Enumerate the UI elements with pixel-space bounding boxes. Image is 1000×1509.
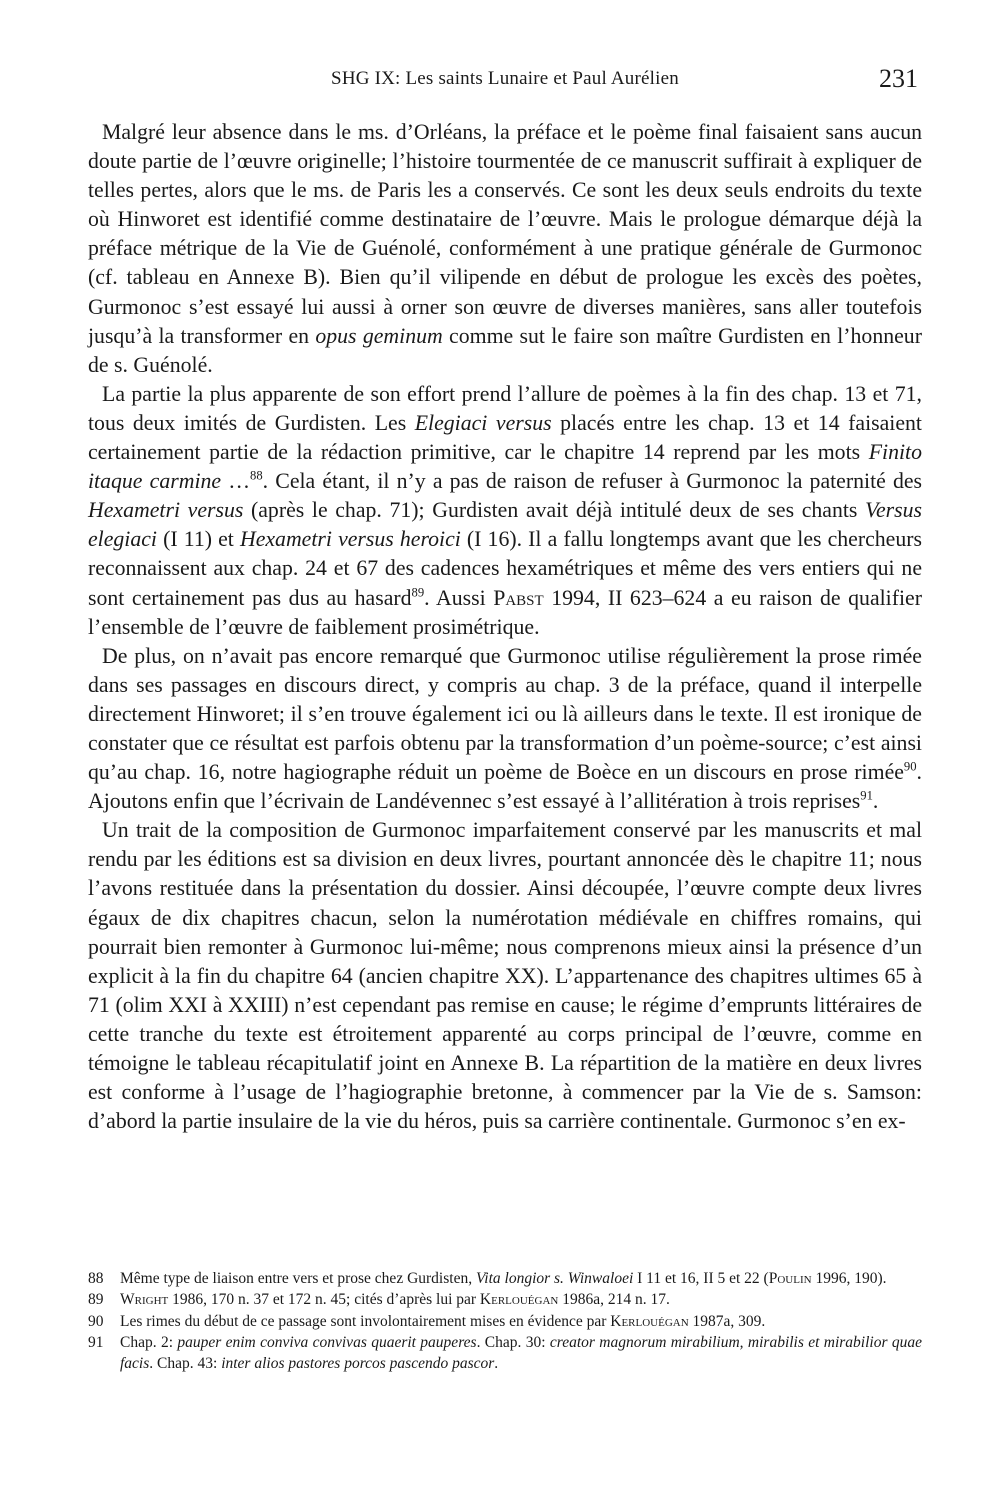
footnote-reference: 88 bbox=[250, 468, 263, 483]
text-run: 1986, 170 n. 37 et 172 n. 45; cités d’après lui par bbox=[168, 1291, 480, 1309]
footnote bbox=[88, 1332, 922, 1375]
footnote-number: 90 bbox=[88, 1312, 104, 1330]
footnote-reference: 89 bbox=[411, 585, 425, 600]
text-run: . Cela étant, il n’y a pas de raison de refuser à Gurmonoc la paternité des bbox=[262, 469, 923, 494]
italic-text: Hexametri versus heroici bbox=[239, 527, 461, 552]
paragraph bbox=[88, 642, 922, 817]
text-run: 1996, 190). bbox=[811, 1270, 887, 1287]
footnote-reference: 91 bbox=[860, 788, 873, 803]
text-run: 1986a, 214 n. 17. bbox=[558, 1291, 670, 1309]
text-run: Même type de liaison entre vers et prose chez Gurdisten, bbox=[120, 1270, 476, 1287]
text-run: De plus, on n’avait pas encore remarqué que Gurmonoc utilise régulièrement la prose rimée dans ses passages en discours direct, y compris au chap. 3 de la préface, quand il interpelle directement Hinworet; il s’en trouve également ici ou là ailleurs dans le texte. Il est ironique de constater que ce résultat est parfois obtenu par la transformation d’un poème-source; c’est ainsi qu’au chap. 16, notre hagiographe réduit un poème de Boèce en un discours en prose rimée bbox=[88, 643, 922, 785]
footnote bbox=[88, 1311, 922, 1332]
text-run: Chap. 2: bbox=[120, 1333, 178, 1351]
italic-text: Elegiaci versus bbox=[414, 410, 552, 435]
body-text bbox=[88, 118, 922, 1136]
text-run: (I 16). Il a fallu longtemps avant que les chercheurs reconnaissent aux chap. 24 et 67 des cadences hexamétriques et même des vers entiers qui ne sont certainement pas dus au hasard bbox=[88, 527, 922, 610]
italic-text: Finito itaque carmine bbox=[88, 440, 922, 494]
italic-text: creator magnorum mirabilium, mirabilis et mirabilior quae facis bbox=[120, 1333, 922, 1373]
footnote bbox=[88, 1268, 922, 1289]
italic-text: inter alios pastores porcos pascendo pascor bbox=[221, 1355, 495, 1373]
text-run: I 11 et 16, II 5 et 22 ( bbox=[633, 1270, 769, 1287]
footnote-text bbox=[120, 1334, 922, 1372]
italic-text: opus geminum bbox=[315, 323, 443, 348]
running-header bbox=[88, 64, 922, 100]
footnote bbox=[88, 1289, 922, 1310]
text-run: Les rimes du début de ce passage sont involontairement mises en évidence par bbox=[120, 1312, 611, 1330]
paragraph bbox=[88, 816, 922, 1136]
text-run: 1994, II 623–624 a eu raison de qualifier l’ensemble de l’œuvre de faiblement prosimétrique. bbox=[88, 585, 922, 639]
footnote-reference: 90 bbox=[903, 759, 917, 774]
footnote-text bbox=[120, 1270, 886, 1287]
paragraph bbox=[88, 118, 922, 380]
footnote-text bbox=[120, 1313, 765, 1330]
text-run: (I 11) et bbox=[157, 527, 240, 552]
text-run: (après le chap. 71); Gurdisten avait déjà intitulé deux de ses chants bbox=[243, 498, 866, 523]
text-run: . Aussi bbox=[424, 585, 494, 610]
italic-text: Vita longior s. Winwaloei bbox=[475, 1270, 634, 1287]
italic-text: Versus elegiaci bbox=[88, 498, 922, 552]
text-run: comme sut le faire son maître Gurdisten en l’honneur de s. Guénolé. bbox=[88, 323, 922, 377]
text-run: . Chap. 43: bbox=[149, 1355, 222, 1373]
author-name: Poulin bbox=[768, 1270, 812, 1287]
text-run: . bbox=[494, 1355, 499, 1373]
footnote-number: 89 bbox=[88, 1291, 104, 1309]
text-run: . Chap. 30: bbox=[476, 1333, 550, 1351]
text-run: placés entre les chap. 13 et 14 faisaient certainement partie de la rédaction primitive, car le chapitre 14 reprend par les mots bbox=[88, 410, 922, 465]
text-run: . bbox=[872, 789, 879, 814]
author-name: Kerlouégan bbox=[610, 1312, 689, 1330]
footnotes bbox=[88, 1268, 922, 1374]
text-run: Un trait de la composition de Gurmonoc imparfaitement conservé par les manuscrits et mal rendu par les éditions est sa division en deux livres, pourtant annoncée dès le chapitre 11; nous l’avons restituée dans la présentation du dossier. Ainsi découpée, l’œuvre compte deux livres égaux de dix chapitres chacun, selon la numérotation médiévale en chiffres romains, qui pourrait bien remonter à Gurmonoc lui-même; nous comprenons mieux ainsi la présence d’un explicit à la fin du chapitre 64 (ancien chapitre XX). L’appartenance des chapitres ultimes 65 à 71 (olim XXI à XXIII) n’est cependant pas remise en cause; le régime d’emprunts littéraires de cette tranche du texte est étroitement apparenté au corps principal de l’œuvre, comme en témoigne le tableau récapitulatif joint en Annexe B. La répartition de la matière en deux livres est conforme à l’usage de l’hagiographie bretonne, à commencer par la Vie de s. Samson: d’abord la partie insulaire de la vie du héros, puis sa carrière continentale. Gurmonoc s’en ex- bbox=[88, 818, 922, 1134]
text-run: La partie la plus apparente de son effort prend l’allure de poèmes à la fin des chap. 13 et 71, tous deux imités de Gurdisten. Les bbox=[88, 381, 922, 435]
footnote-number: 91 bbox=[88, 1333, 104, 1351]
running-title: SHG IX: Les saints Lunaire et Paul Aurélien bbox=[331, 68, 679, 89]
text-run: Malgré leur absence dans le ms. d’Orléans, la préface et le poème final faisaient sans aucun doute partie de l’œuvre originelle; l’histoire tourmentée de ce manuscrit suffirait à expliquer de telles pertes, alors que le ms. de Paris les a conservés. Ce sont les deux seuls endroits du texte où Hinworet est identifié comme destinataire de l’œuvre. Mais le prologue démarque déjà la préface métrique de la Vie de Guénolé, conformément à une pratique générale de Gurmonoc (cf. tableau en Annexe B). Bien qu’il vilipende en début de prologue les excès des poètes, Gurmonoc s’est essayé lui aussi à orner son œuvre de diverses manières, sans aller toutefois jusqu’à la transformer en bbox=[88, 120, 922, 348]
footnote-number: 88 bbox=[88, 1270, 104, 1287]
author-name: Kerlouégan bbox=[479, 1291, 559, 1309]
text-run: . Ajoutons enfin que l’écrivain de Landévennec s’est essayé à l’allitération à trois reprises bbox=[88, 760, 922, 814]
page-number: 231 bbox=[879, 64, 918, 93]
italic-text: pauper enim conviva convivas quaerit pauperes bbox=[177, 1333, 477, 1351]
author-name: Wright bbox=[120, 1291, 169, 1309]
footnote-text bbox=[120, 1291, 670, 1308]
author-name: Pabst bbox=[493, 585, 544, 610]
paragraph bbox=[88, 380, 922, 642]
text-run: 1987a, 309. bbox=[688, 1312, 766, 1330]
italic-text: Hexametri versus bbox=[88, 498, 244, 523]
text-run: … bbox=[221, 469, 251, 494]
